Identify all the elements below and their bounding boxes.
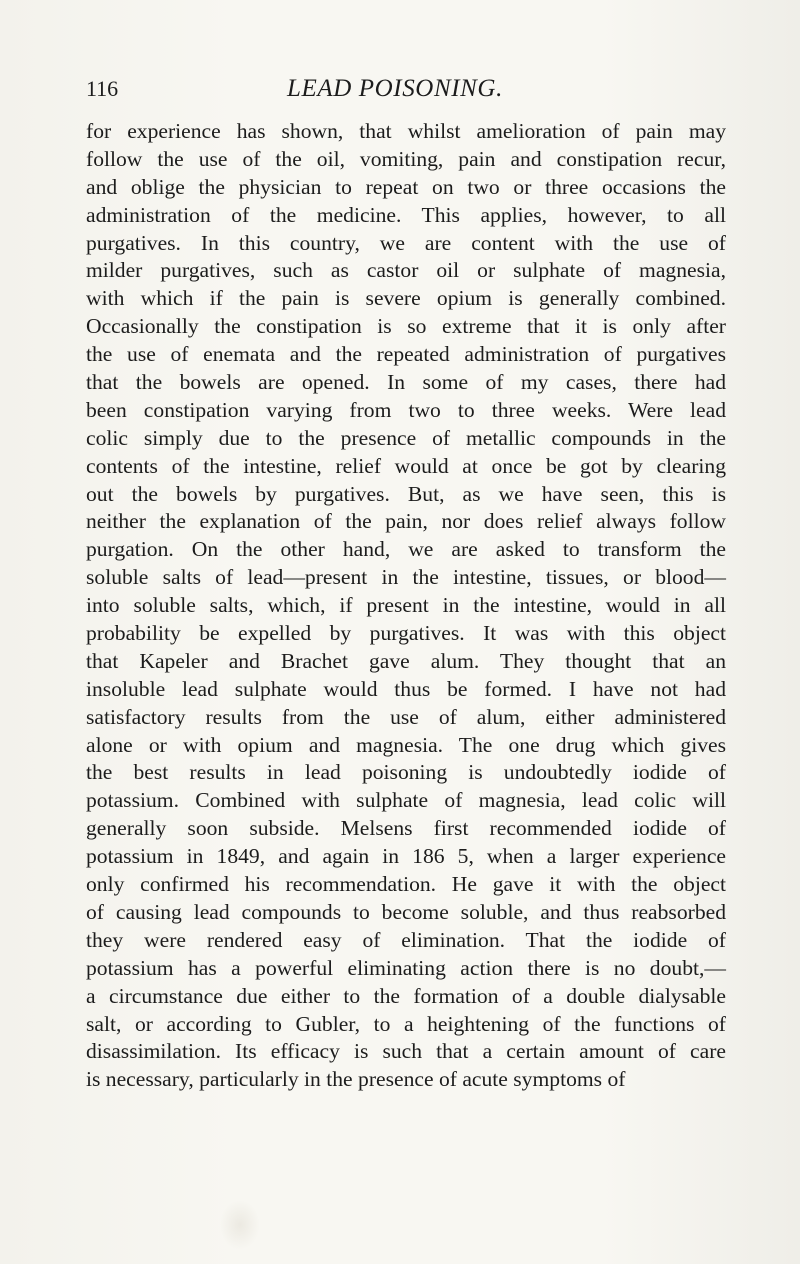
text-line: insoluble lead sulphate would thus be formed. I have not had (86, 676, 726, 701)
text-line: milder purgatives, such as castor oil or sulphate of magnesia, (86, 258, 726, 283)
page-number: 116 (86, 76, 119, 101)
text-line: a circumstance due either to the formation of a double dialysable (86, 983, 726, 1008)
text-line: purgatives. In this country, we are content with the use of (86, 230, 726, 255)
text-line: is necessary, particularly in the presence of acute symptoms of (86, 1067, 626, 1092)
running-title: LEAD POISONING. (287, 75, 503, 102)
paper-smudge (220, 1200, 260, 1250)
page-header (86, 74, 726, 104)
text-line: of causing lead compounds to become soluble, and thus reabsorbed (86, 899, 726, 924)
text-line: neither the explanation of the pain, nor does relief always follow (86, 509, 726, 534)
text-line: that the bowels are opened. In some of my cases, there had (86, 370, 726, 395)
text-line: out the bowels by purgatives. But, as we have seen, this is (86, 481, 726, 506)
text-line: purgation. On the other hand, we are asked to transform the (86, 537, 726, 562)
text-line: potassium has a powerful eliminating action there is no doubt,— (86, 955, 726, 980)
text-line: administration of the medicine. This applies, however, to all (86, 202, 726, 227)
text-line: contents of the intestine, relief would at once be got by clearing (86, 453, 726, 478)
text-line: salt, or according to Gubler, to a heightening of the functions of (86, 1011, 726, 1036)
text-line: with which if the pain is severe opium is generally combined. (86, 286, 726, 311)
text-line: disassimilation. Its efficacy is such that a certain amount of care (86, 1039, 726, 1064)
text-line: that Kapeler and Brachet gave alum. They thought that an (86, 648, 726, 673)
text-line: alone or with opium and magnesia. The one drug which gives (86, 732, 726, 757)
text-line: the use of enemata and the repeated administration of purgatives (86, 342, 726, 367)
text-line: into soluble salts, which, if present in the intestine, would in all (86, 593, 726, 618)
text-line: been constipation varying from two to three weeks. Were lead (86, 397, 726, 422)
text-line: potassium. Combined with sulphate of magnesia, lead colic will (86, 788, 726, 813)
text-line: potassium in 1849, and again in 186 5, when a larger experience (86, 844, 726, 869)
text-line: the best results in lead poisoning is undoubtedly iodide of (86, 760, 726, 785)
text-line: Occasionally the constipation is so extreme that it is only after (86, 314, 726, 339)
text-line: colic simply due to the presence of metallic compounds in the (86, 425, 726, 450)
text-line: and oblige the physician to repeat on two or three occasions the (86, 174, 726, 199)
text-line: follow the use of the oil, vomiting, pain and constipation recur, (86, 146, 726, 171)
text-line: they were rendered easy of elimination. That the iodide of (86, 927, 726, 952)
text-line: soluble salts of lead—present in the intestine, tissues, or blood— (86, 565, 726, 590)
text-line: for experience has shown, that whilst amelioration of pain may (86, 119, 726, 143)
text-line: probability be expelled by purgatives. It was with this object (86, 621, 726, 646)
body-paragraph (86, 118, 726, 1094)
text-line: only confirmed his recommendation. He gave it with the object (86, 872, 726, 897)
text-line: satisfactory results from the use of alum, either administered (86, 704, 726, 729)
text-line: generally soon subside. Melsens first recommended iodide of (86, 816, 726, 841)
